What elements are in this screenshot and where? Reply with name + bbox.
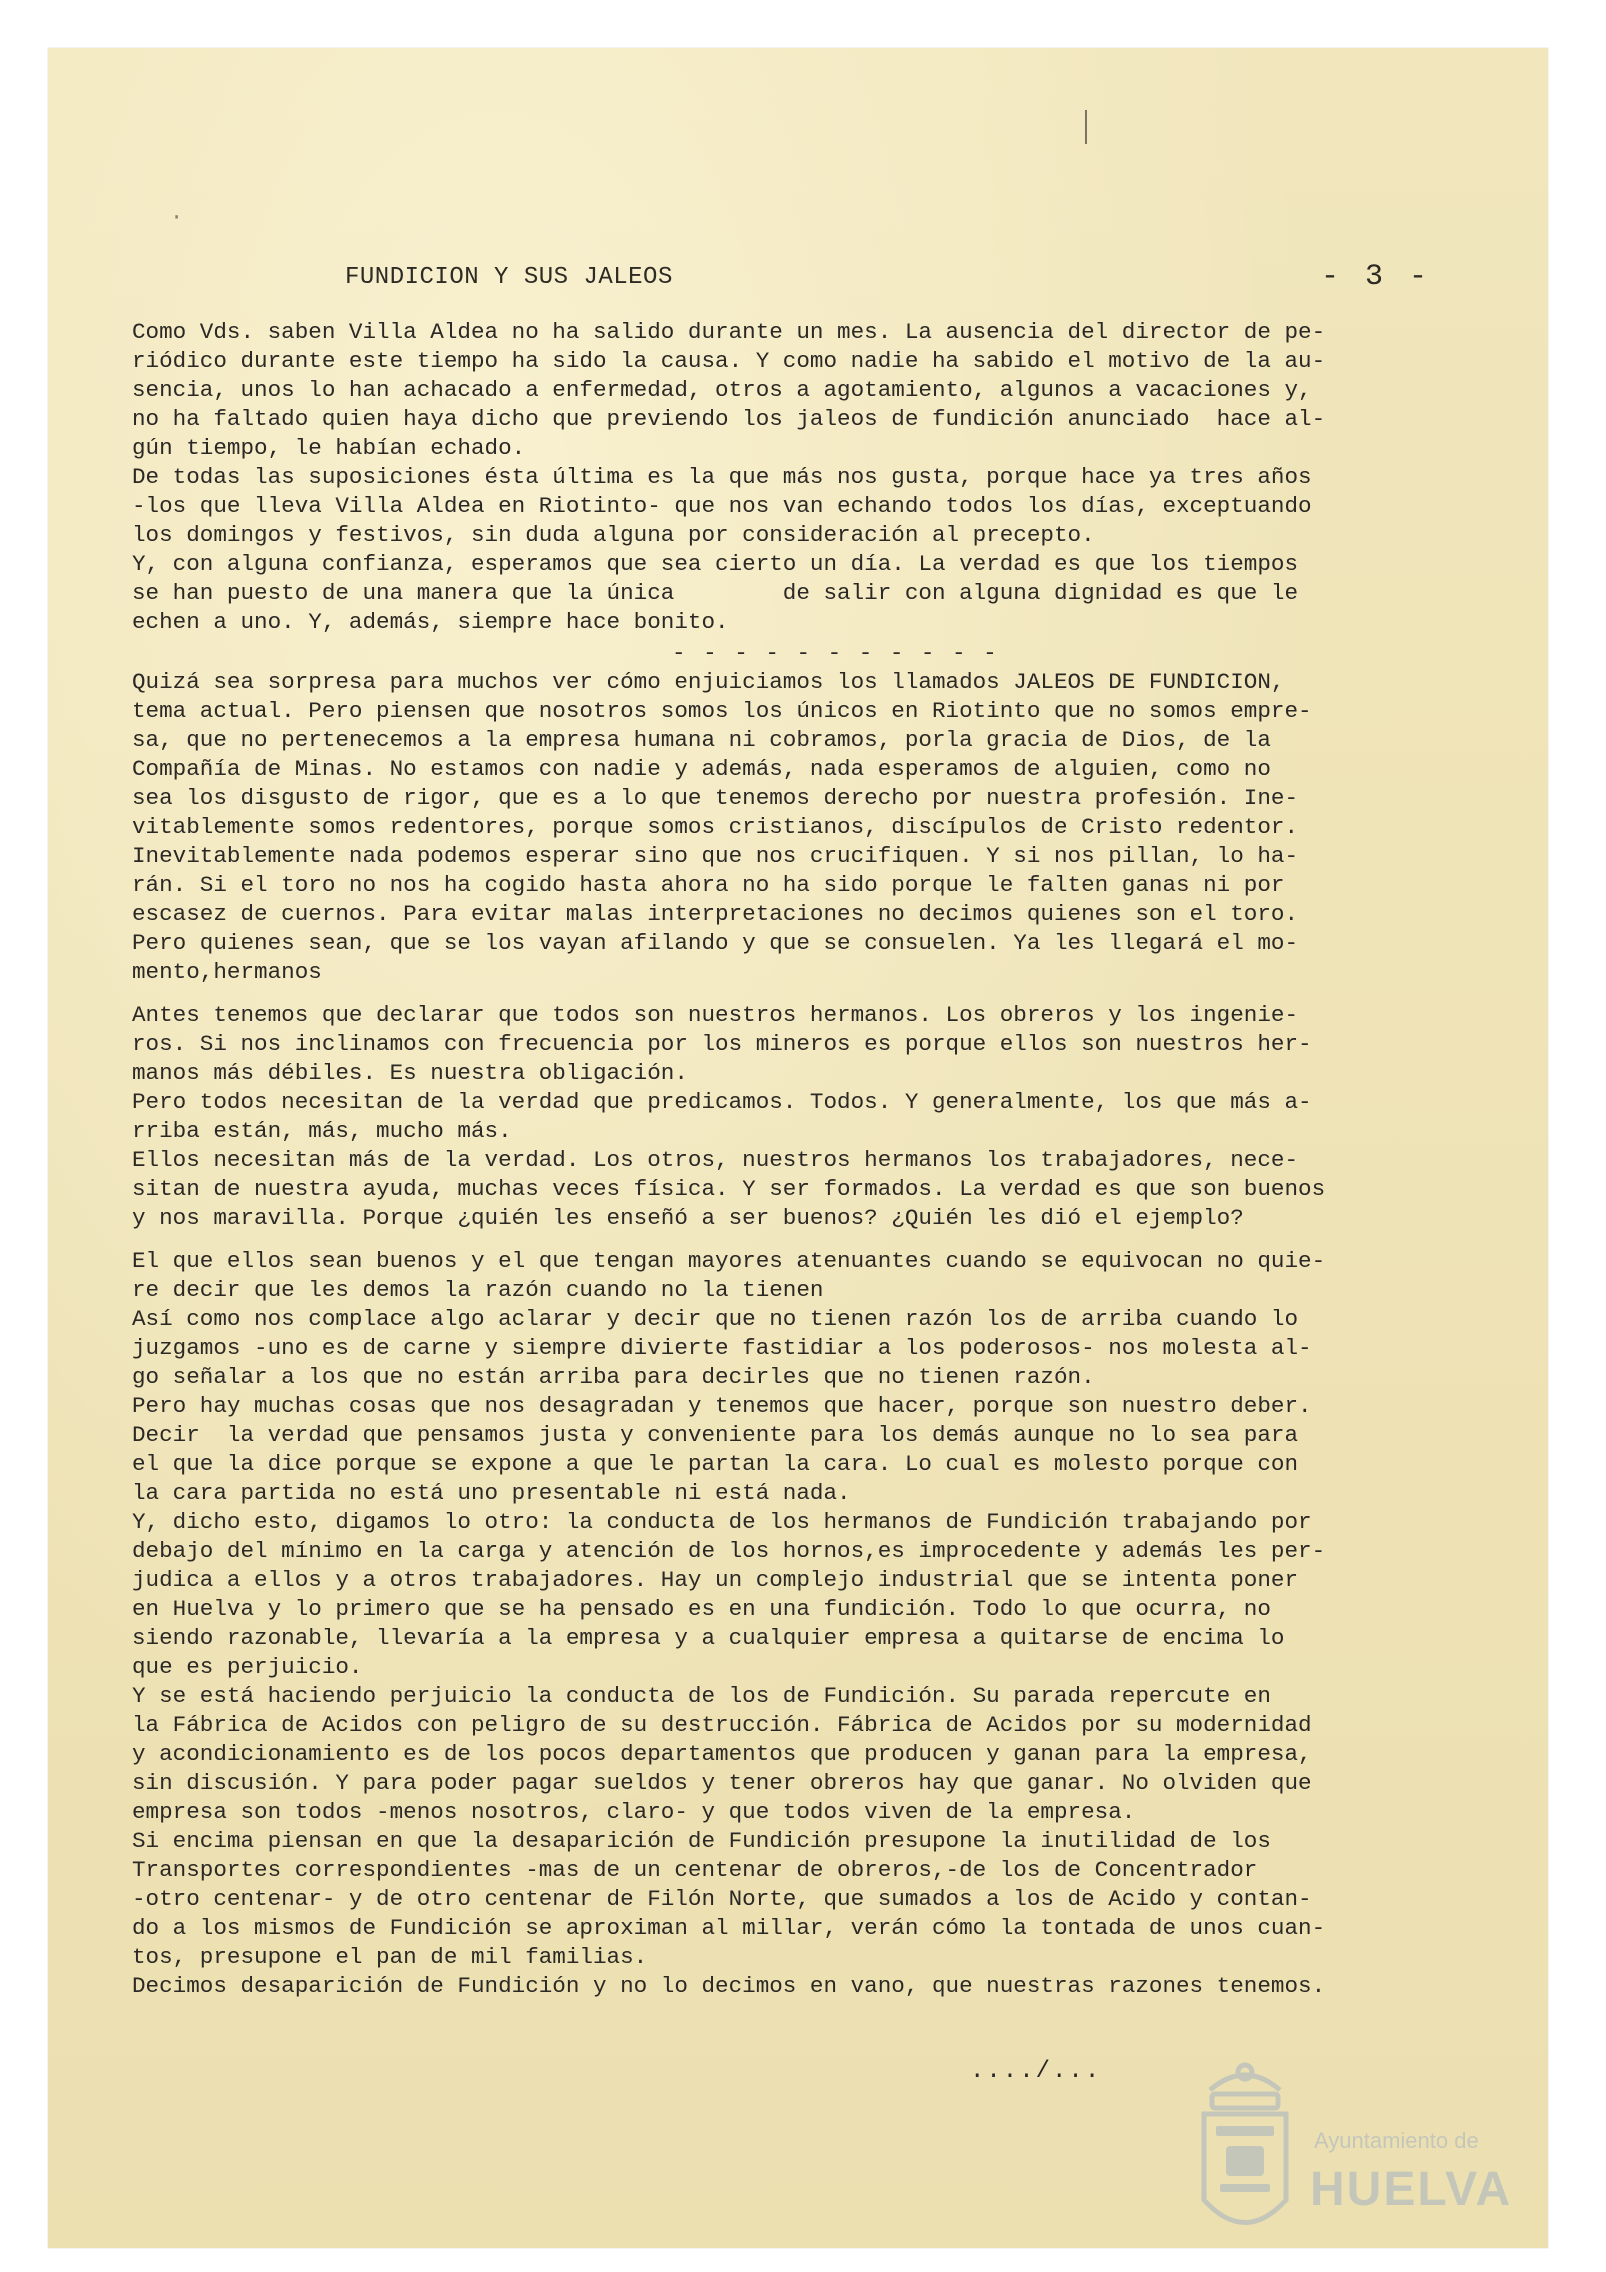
text-line: sencia, unos lo han achacado a enfermedad, otros a agotamiento, algunos a vacaciones y, — [132, 377, 1312, 403]
text-line: Transportes correspondientes -mas de un centenar de obreros,-de los de Concentrador — [132, 1857, 1258, 1883]
text-line: Como Vds. saben Villa Aldea no ha salido durante un mes. La ausencia del director de pe- — [132, 319, 1326, 345]
paragraph-2 — [132, 668, 1394, 987]
text-line: gún tiempo, le habían echado. — [132, 435, 526, 461]
text-line: Pero todos necesitan de la verdad que predicamos. Todos. Y generalmente, los que más a- — [132, 1089, 1312, 1115]
text-line: vitablemente somos redentores, porque somos cristianos, discípulos de Cristo redentor. — [132, 814, 1299, 840]
text-line: se han puesto de una manera que la única de salir con alguna dignidad es que le — [132, 580, 1299, 606]
text-line: sitan de nuestra ayuda, muchas veces física. Y ser formados. La verdad es que son buenos — [132, 1176, 1326, 1202]
coat-of-arms-icon — [1190, 2050, 1300, 2250]
text-line: la cara partida no está uno presentable ni está nada. — [132, 1480, 851, 1506]
text-line: Y se está haciendo perjuicio la conducta de los de Fundición. Su parada repercute en — [132, 1683, 1271, 1709]
text-line: escasez de cuernos. Para evitar malas interpretaciones no decimos quienes son el toro. — [132, 901, 1299, 927]
text-line: sin discusión. Y para poder pagar sueldos y tener obreros hay que ganar. No olviden que — [132, 1770, 1312, 1796]
section-separator: - - - - - - - - - - - — [672, 640, 999, 666]
text-line: Y, dicho esto, digamos lo otro: la conducta de los hermanos de Fundición trabajando por — [132, 1509, 1312, 1535]
paragraph-3 — [132, 1001, 1394, 1233]
text-line: tos, presupone el pan de mil familias. — [132, 1944, 648, 1970]
text-line: y nos maravilla. Porque ¿quién les enseñó a ser buenos? ¿Quién les dió el ejemplo? — [132, 1205, 1244, 1231]
text-line: go señalar a los que no están arriba para decirles que no tienen razón. — [132, 1364, 1095, 1390]
text-line: De todas las suposiciones ésta última es la que más nos gusta, porque hace ya tres años — [132, 464, 1312, 490]
text-line: sea los disgusto de rigor, que es a lo que tenemos derecho por nuestra profesión. Ine- — [132, 785, 1299, 811]
paragraph-gap — [132, 987, 1394, 1001]
text-line: Decimos desaparición de Fundición y no lo decimos en vano, que nuestras razones tenemos. — [132, 1973, 1326, 1999]
text-line: manos más débiles. Es nuestra obligación. — [132, 1060, 688, 1086]
text-line: El que ellos sean buenos y el que tengan mayores atenuantes cuando se equivocan no quie- — [132, 1248, 1326, 1274]
page-number: - 3 - — [1320, 260, 1431, 294]
text-line: riódico durante este tiempo ha sido la causa. Y como nadie ha sabido el motivo de la au- — [132, 348, 1326, 374]
paragraph-4 — [132, 1247, 1394, 2001]
text-line: Pero quienes sean, que se los vayan afilando y que se consuelen. Ya les llegará el mo- — [132, 930, 1299, 956]
paragraph-1 — [132, 318, 1394, 637]
pencil-mark: · — [170, 205, 184, 230]
text-line: Ellos necesitan más de la verdad. Los otros, nuestros hermanos los trabajadores, nece- — [132, 1147, 1299, 1173]
text-line: Compañía de Minas. No estamos con nadie y además, nada esperamos de alguien, como no — [132, 756, 1271, 782]
text-line: -otro centenar- y de otro centenar de Filón Norte, que sumados a los de Acido y contan- — [132, 1886, 1312, 1912]
text-line: no ha faltado quien haya dicho que previendo los jaleos de fundición anunciado hace al- — [132, 406, 1326, 432]
text-line: Y, con alguna confianza, esperamos que sea cierto un día. La verdad es que los tiempos — [132, 551, 1299, 577]
paper-mark — [1085, 110, 1087, 144]
article-body — [132, 318, 1394, 2001]
text-line: -los que lleva Villa Aldea en Riotinto- que nos van echando todos los días, exceptuando — [132, 493, 1312, 519]
text-line: la Fábrica de Acidos con peligro de su destrucción. Fábrica de Acidos por su modernidad — [132, 1712, 1312, 1738]
text-line: rriba están, más, mucho más. — [132, 1118, 512, 1144]
text-line: Decir la verdad que pensamos justa y conveniente para los demás aunque no lo sea para — [132, 1422, 1299, 1448]
paragraph-gap — [132, 1233, 1394, 1247]
text-line: Inevitablemente nada podemos esperar sino que nos crucifiquen. Y si nos pillan, lo ha- — [132, 843, 1299, 869]
text-line: que es perjuicio. — [132, 1654, 363, 1680]
text-line: Antes tenemos que declarar que todos son nuestros hermanos. Los obreros y los ingenie- — [132, 1002, 1299, 1028]
text-line: echen a uno. Y, además, siempre hace bonito. — [132, 609, 729, 635]
text-line: re decir que les demos la razón cuando no la tienen — [132, 1277, 824, 1303]
text-line: en Huelva y lo primero que se ha pensado es en una fundición. Todo lo que ocurra, no — [132, 1596, 1271, 1622]
article-title: FUNDICION Y SUS JALEOS — [345, 264, 673, 291]
text-line: Así como nos complace algo aclarar y decir que no tienen razón los de arriba cuando lo — [132, 1306, 1299, 1332]
text-line: Pero hay muchas cosas que nos desagradan y tenemos que hacer, porque son nuestro deber. — [132, 1393, 1312, 1419]
text-line: rán. Si el toro no nos ha cogido hasta ahora no ha sido porque le falten ganas ni por — [132, 872, 1285, 898]
text-line: do a los mismos de Fundición se aproximan al millar, verán cómo la tontada de unos cuan- — [132, 1915, 1326, 1941]
text-line: juzgamos -uno es de carne y siempre divierte fastidiar a los poderosos- nos molesta al- — [132, 1335, 1312, 1361]
text-line: el que la dice porque se expone a que le partan la cara. Lo cual es molesto porque con — [132, 1451, 1299, 1477]
watermark-line-2: HUELVA — [1310, 2163, 1513, 2216]
text-line: debajo del mínimo en la carga y atención de los hornos,es improcedente y además les per- — [132, 1538, 1326, 1564]
text-line: ros. Si nos inclinamos con frecuencia por los mineros es porque ellos son nuestros her- — [132, 1031, 1312, 1057]
text-line: siendo razonable, llevaría a la empresa y a cualquier empresa a quitarse de encima lo — [132, 1625, 1285, 1651]
text-line: Si encima piensan en que la desaparición de Fundición presupone la inutilidad de los — [132, 1828, 1271, 1854]
watermark-line-1: Ayuntamiento de — [1314, 2128, 1479, 2153]
text-line: Quizá sea sorpresa para muchos ver cómo enjuiciamos los llamados JALEOS DE FUNDICION, — [132, 669, 1285, 695]
page-header — [345, 260, 1431, 300]
watermark — [1190, 2050, 1520, 2250]
continuation-mark: ..../... — [970, 2058, 1102, 2085]
text-line: empresa son todos -menos nosotros, claro- y que todos viven de la empresa. — [132, 1799, 1136, 1825]
text-line: sa, que no pertenecemos a la empresa humana ni cobramos, porla gracia de Dios, de la — [132, 727, 1271, 753]
text-line: judica a ellos y a otros trabajadores. Hay un complejo industrial que se intenta poner — [132, 1567, 1299, 1593]
text-line: los domingos y festivos, sin duda alguna por consideración al precepto. — [132, 522, 1095, 548]
text-line: tema actual. Pero piensen que nosotros somos los únicos en Riotinto que no somos empre- — [132, 698, 1312, 724]
text-line: y acondicionamiento es de los pocos departamentos que producen y ganan para la empresa, — [132, 1741, 1312, 1767]
text-line: mento,hermanos — [132, 959, 322, 985]
